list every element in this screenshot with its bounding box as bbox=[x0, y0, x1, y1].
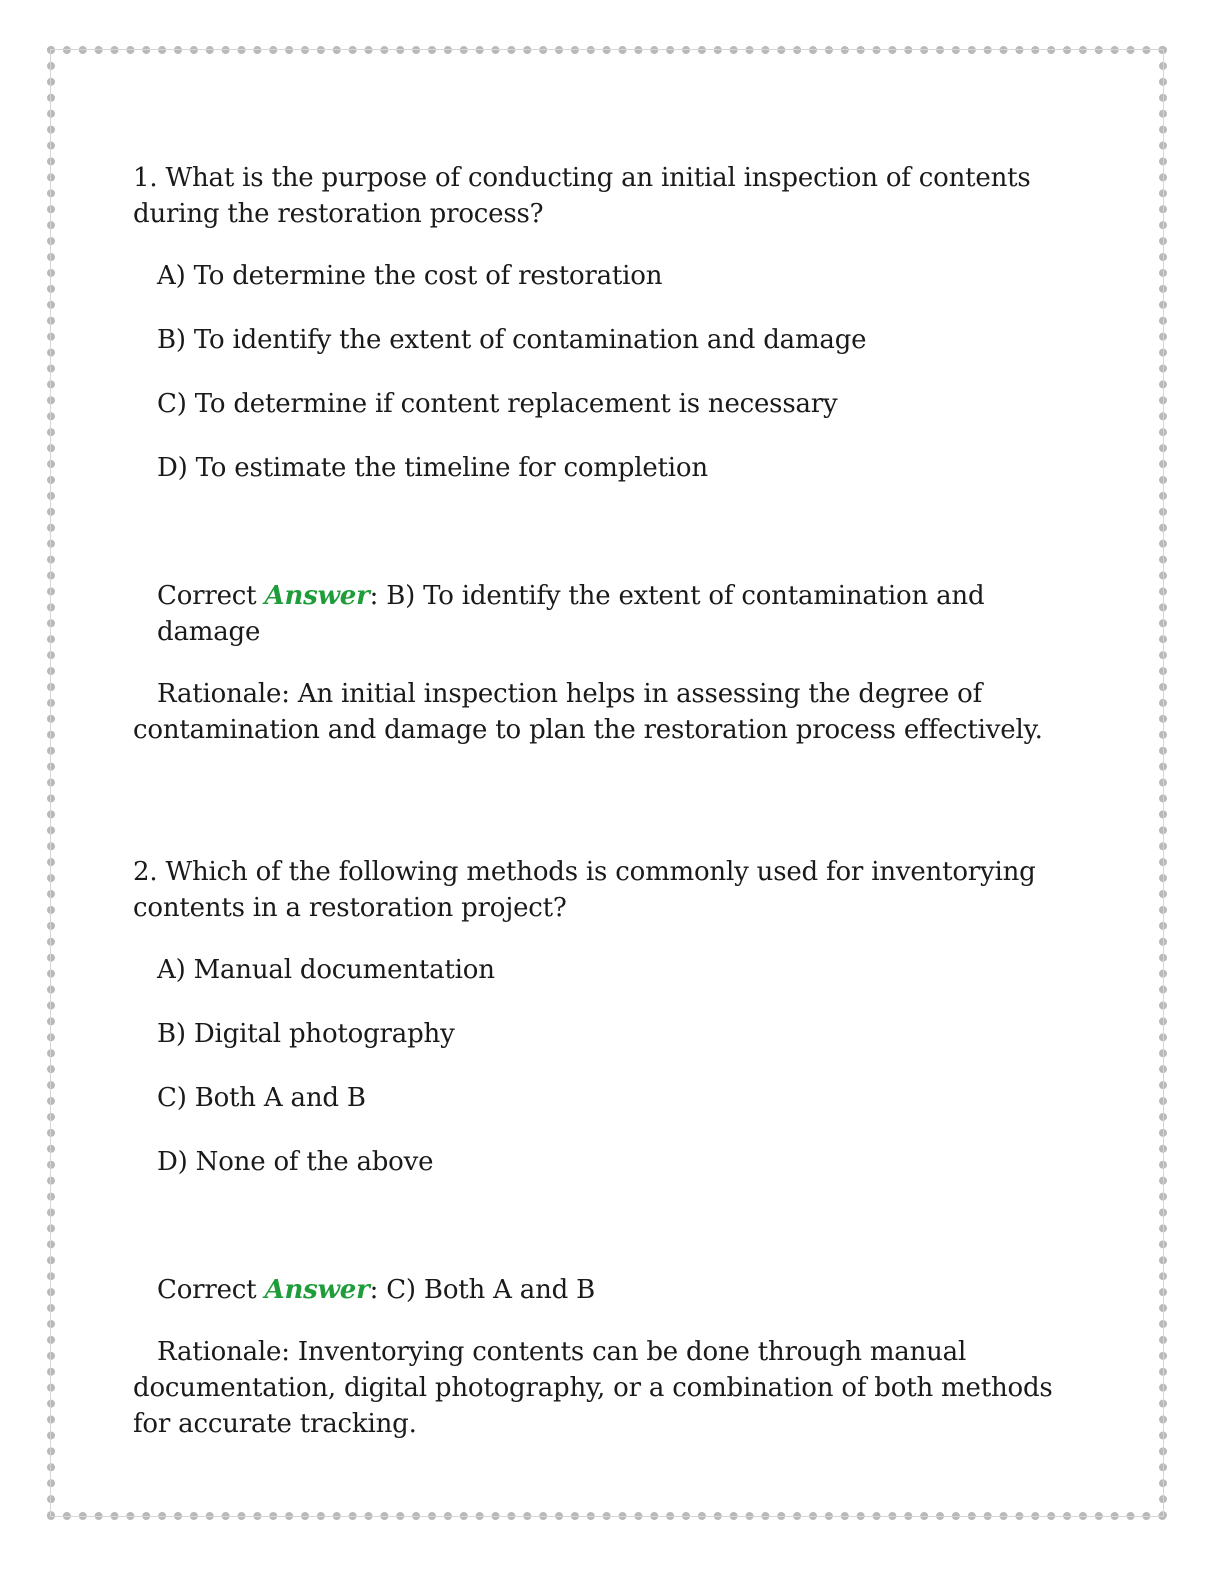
answer-prefix: Correct bbox=[157, 1275, 265, 1305]
rationale: Rationale: An initial inspection helps in assessing the degree of contamination and damage to plan the restoration process effectively. bbox=[133, 679, 1043, 745]
option-c: C) To determine if content replacement is necessary bbox=[157, 389, 838, 419]
correct-answer bbox=[157, 1272, 1093, 1308]
question-text: 2. Which of the following methods is commonly used for inventorying contents in a restoration project? bbox=[133, 857, 1036, 923]
option-b: B) Digital photography bbox=[157, 1019, 455, 1049]
document-content bbox=[133, 160, 1093, 1442]
question-1 bbox=[133, 160, 1093, 748]
options-list bbox=[133, 952, 1093, 1180]
option-c: C) Both A and B bbox=[157, 1083, 366, 1113]
answer-text: : B) To identify the extent of contamination and damage bbox=[157, 581, 985, 647]
option-b: B) To identify the extent of contamination and damage bbox=[157, 325, 867, 355]
options-list bbox=[133, 258, 1093, 486]
option-d: D) None of the above bbox=[157, 1147, 434, 1177]
answer-label: Answer bbox=[264, 1275, 370, 1305]
answer-label: Answer bbox=[264, 581, 370, 611]
answer-prefix: Correct bbox=[157, 581, 265, 611]
option-a: A) Manual documentation bbox=[157, 955, 495, 985]
rationale: Rationale: Inventorying contents can be done through manual documentation, digital photography, or a combination of both methods for accurate tracking. bbox=[133, 1337, 1053, 1439]
correct-answer bbox=[157, 578, 1093, 650]
option-d: D) To estimate the timeline for completion bbox=[157, 453, 708, 483]
option-a: A) To determine the cost of restoration bbox=[157, 261, 663, 291]
question-2 bbox=[133, 854, 1093, 1442]
answer-text: : C) Both A and B bbox=[369, 1275, 596, 1305]
question-text: 1. What is the purpose of conducting an initial inspection of contents during the restoration process? bbox=[133, 163, 1031, 229]
